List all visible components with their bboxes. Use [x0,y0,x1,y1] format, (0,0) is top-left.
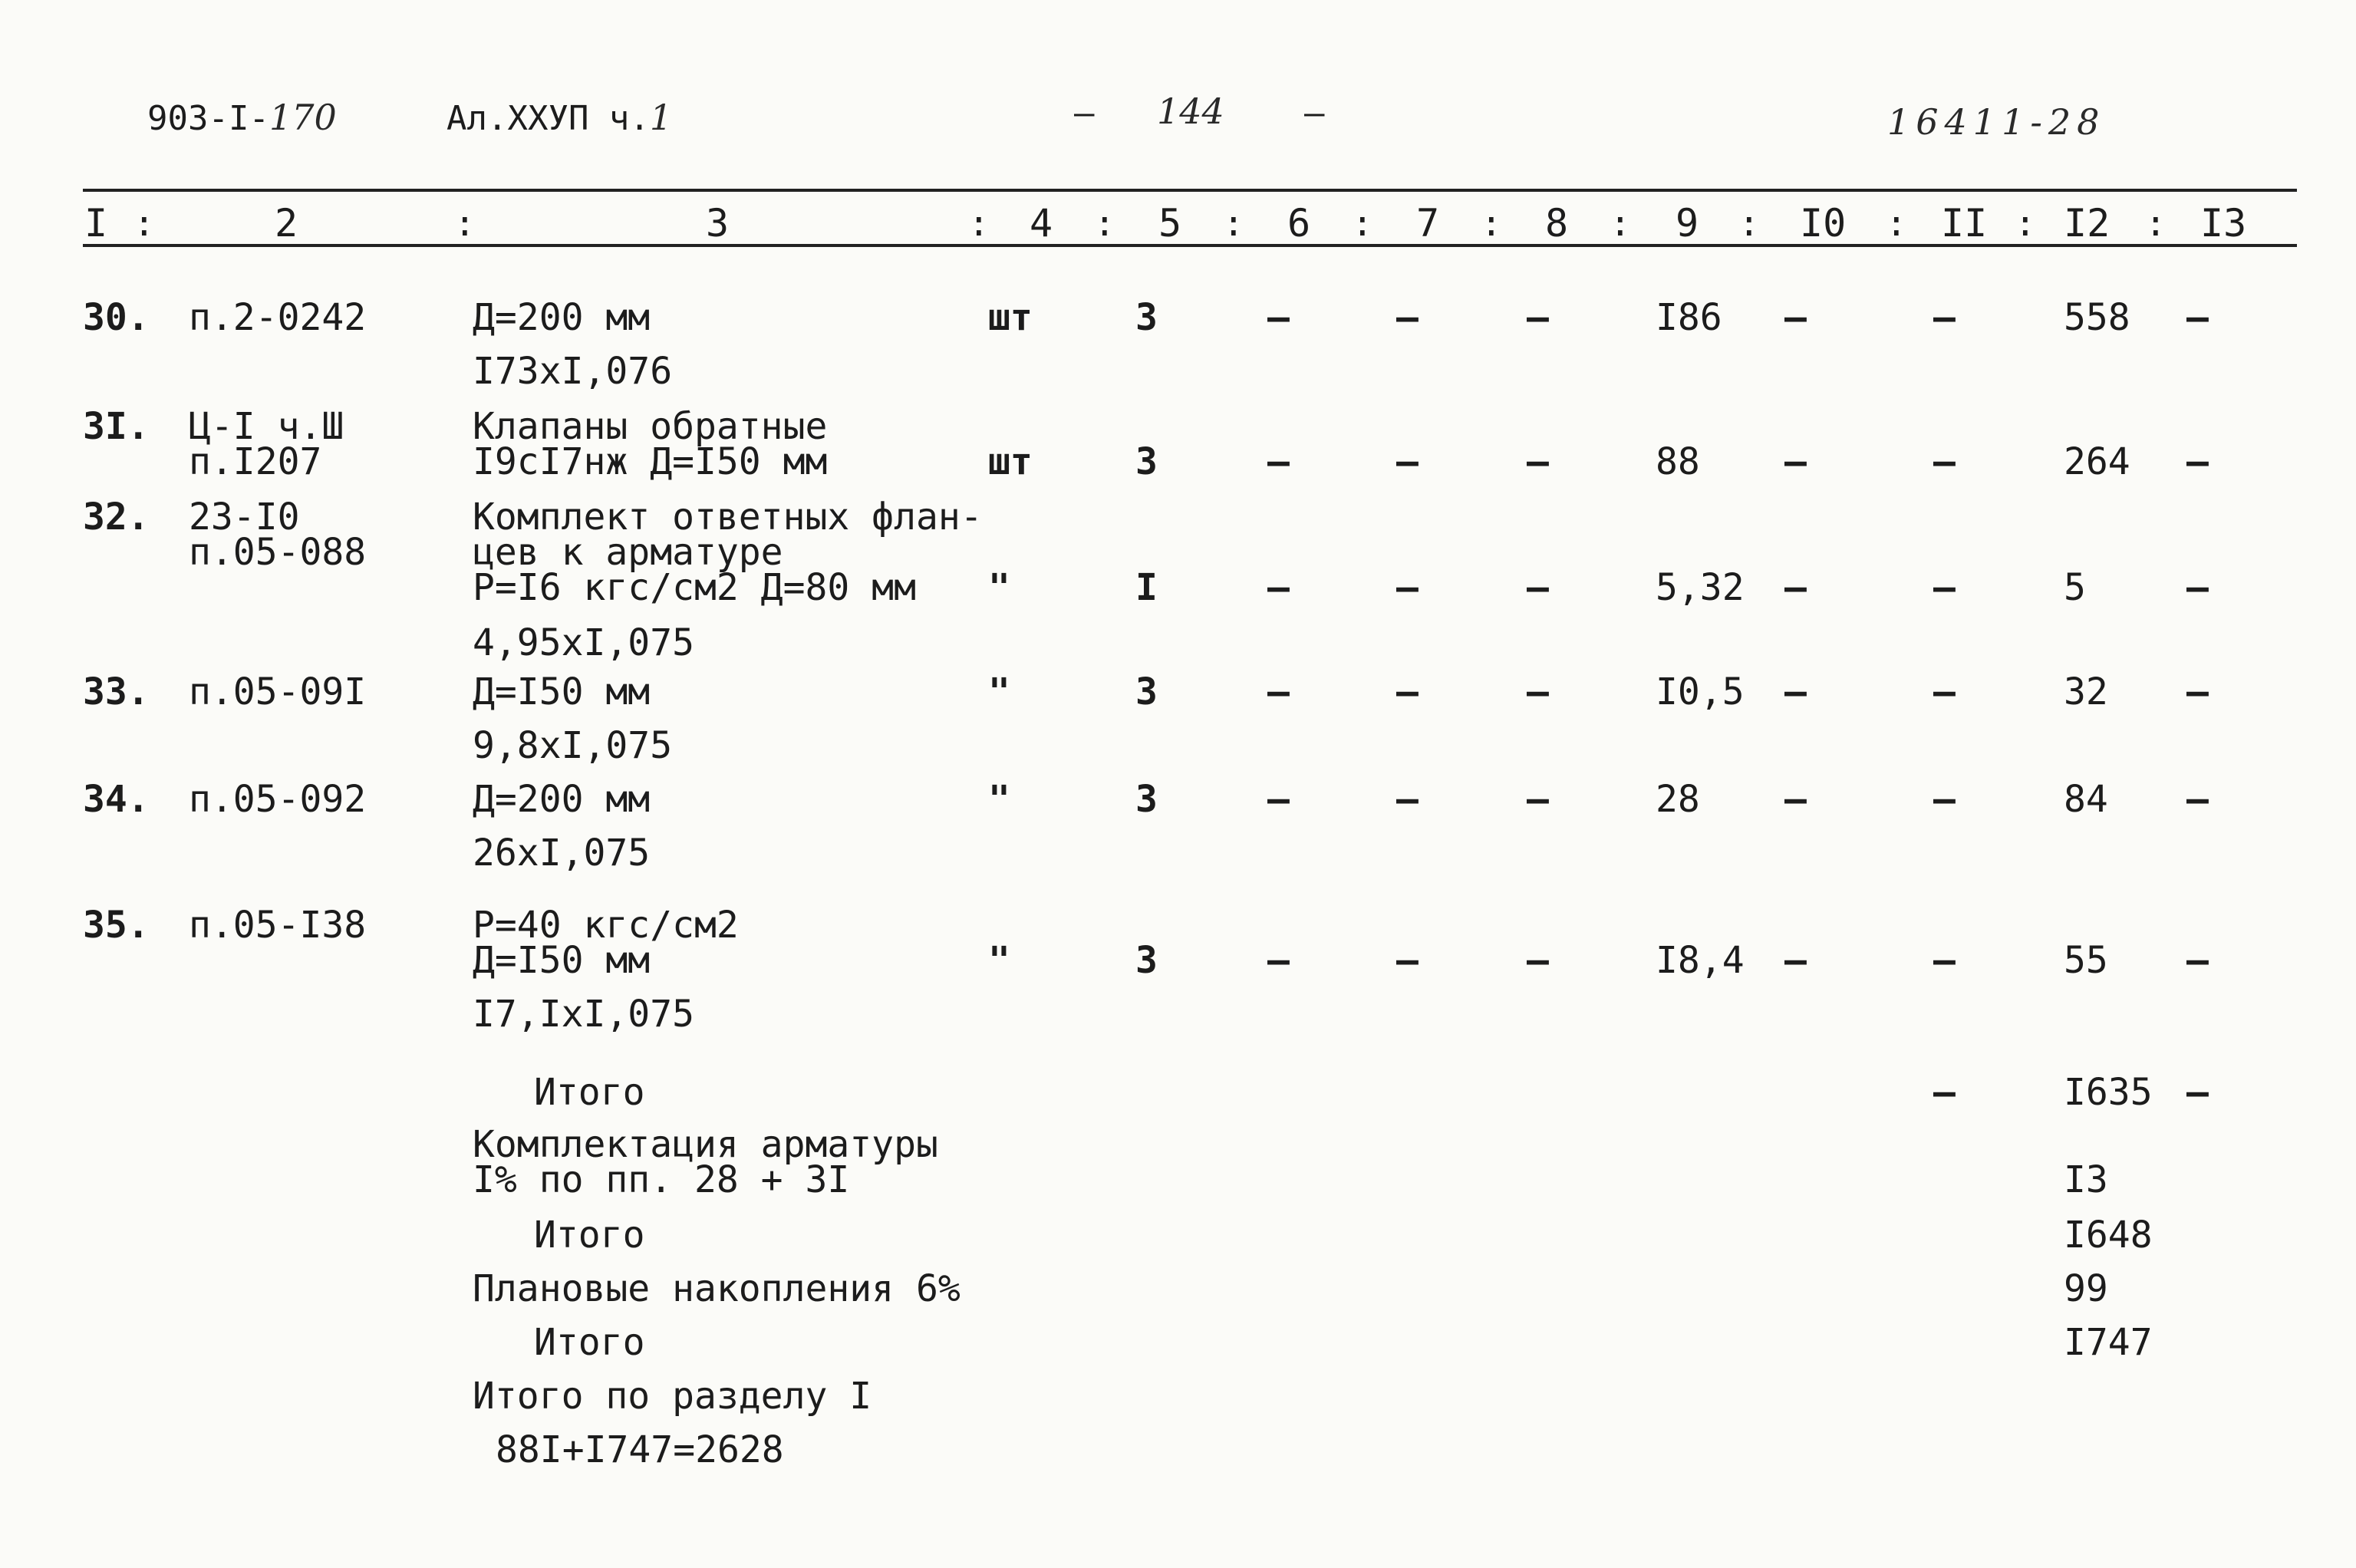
page-number: 144 [1157,91,1224,132]
col7-cell: – [1396,778,1419,821]
total-cost-cell: 5 [2064,566,2086,609]
unit-cell: шт [988,440,1033,483]
col13-cell: – [2186,778,2209,821]
item-description: Комплект ответных флан- [473,496,983,539]
col11-cell: – [1933,670,1956,713]
column-separator: : [1738,203,1760,244]
col11-cell: – [1933,566,1956,609]
section-total-label: Итого по разделу I [473,1375,872,1418]
row-number: 33. [83,670,150,713]
col11-cell: – [1933,939,1956,982]
subtotal2-col12: I648 [2064,1214,2153,1257]
column-label: 2 [275,201,298,245]
col13-cell: – [2186,939,2209,982]
column-separator: : [1223,203,1244,244]
subtotal2-label: Итого [534,1214,645,1257]
subtotal3-label: Итого [534,1321,645,1364]
subtotal-col12: I635 [2064,1071,2153,1114]
col11-cell: – [1933,440,1956,483]
item-description: Д=200 мм [473,778,651,821]
column-label: 8 [1545,201,1569,245]
price-code: п.2-0242 [189,296,367,339]
total-cost-cell: 32 [2064,670,2108,713]
col7-cell: – [1396,296,1419,339]
column-separator: : [968,203,990,244]
column-separator: : [2015,203,2036,244]
unit-cell: шт [988,296,1033,339]
column-separator: : [2145,203,2167,244]
column-separator: : [1481,203,1502,244]
column-label: I2 [2064,201,2111,245]
section-total-formula: 88I+I747=2628 [496,1428,784,1471]
unit-price-cell: 5,32 [1656,566,1745,609]
inventory-number: 16411-28 [1887,101,2106,143]
total-cost-cell: 264 [2064,440,2130,483]
unit-price-cell: I86 [1656,296,1722,339]
row-number: 30. [83,296,150,339]
column-separator: : [1352,203,1373,244]
item-description: 4,95xI,075 [473,621,694,664]
col10-cell: – [1784,296,1807,339]
item-description: цев к арматуре [473,531,783,574]
completion-label-line2: I% по пп. 28 + 3I [473,1158,850,1201]
quantity-cell: 3 [1135,296,1158,339]
col8-cell: – [1527,440,1549,483]
unit-price-cell: I0,5 [1656,670,1745,713]
column-label: I [84,201,108,245]
price-code: 23-I0 [189,496,300,539]
col10-cell: – [1784,440,1807,483]
quantity-cell: 3 [1135,670,1158,713]
column-label: II [1941,201,1988,245]
col7-cell: – [1396,566,1419,609]
item-description: Клапаны обратные [473,405,828,448]
planned-savings-col12: 99 [2064,1267,2108,1310]
col6-cell: – [1267,566,1290,609]
album-reference: Ал.XXУП ч.1 [446,97,673,138]
total-cost-cell: 558 [2064,296,2130,339]
col6-cell: – [1267,670,1290,713]
col11-cell: – [1933,296,1956,339]
price-code: п.05-I38 [189,904,367,947]
page-dash-left: – [1074,94,1095,133]
col10-cell: – [1784,939,1807,982]
column-label: 3 [706,201,730,245]
header-top-rule [83,189,2297,192]
column-label: 6 [1287,201,1311,245]
column-label: I0 [1800,201,1847,245]
column-separator: : [454,203,476,244]
completion-label-line1: Комплектация арматуры [473,1123,938,1166]
col8-cell: – [1527,296,1549,339]
col10-cell: – [1784,566,1807,609]
column-label: 4 [1030,201,1053,245]
col13-cell: – [2186,670,2209,713]
item-description: Д=I50 мм [473,670,651,713]
col10-cell: – [1784,778,1807,821]
unit-cell: " [988,939,1010,982]
col7-cell: – [1396,440,1419,483]
item-description: 9,8xI,075 [473,724,673,767]
column-separator: : [1094,203,1115,244]
column-separator: : [1886,203,1907,244]
item-description: I73xI,076 [473,350,673,393]
quantity-cell: 3 [1135,939,1158,982]
col13-cell: – [2186,566,2209,609]
col8-cell: – [1527,939,1549,982]
column-separator: : [1610,203,1631,244]
page-dash-right: – [1304,94,1325,133]
subtotal-label: Итого [534,1071,645,1114]
row-number: 3I. [83,405,150,448]
col10-cell: – [1784,670,1807,713]
col11-cell: – [1933,778,1956,821]
col8-cell: – [1527,566,1549,609]
completion-col12: I3 [2064,1158,2108,1201]
col13-cell: – [2186,296,2209,339]
planned-savings-label: Плановые накопления 6% [473,1267,961,1310]
column-label: 9 [1676,201,1699,245]
row-number: 35. [83,904,150,947]
quantity-cell: I [1135,566,1158,609]
column-label: I3 [2200,201,2247,245]
price-code: п.I207 [189,440,322,483]
item-description: I7,IxI,075 [473,993,694,1036]
item-description: 26xI,075 [473,832,651,875]
price-code: Ц-I ч.Ш [189,405,344,448]
quantity-cell: 3 [1135,778,1158,821]
unit-price-cell: 88 [1656,440,1700,483]
unit-price-cell: 28 [1656,778,1700,821]
column-label: 5 [1158,201,1182,245]
column-separator: : [133,203,155,244]
col7-cell: – [1396,670,1419,713]
total-cost-cell: 84 [2064,778,2108,821]
item-description: Д=200 мм [473,296,651,339]
row-number: 32. [83,496,150,539]
col13-cell: – [2186,440,2209,483]
quantity-cell: 3 [1135,440,1158,483]
unit-cell: " [988,778,1010,821]
col6-cell: – [1267,296,1290,339]
price-code: п.05-092 [189,778,367,821]
subtotal-col13: – [2186,1071,2209,1114]
col6-cell: – [1267,939,1290,982]
total-cost-cell: 55 [2064,939,2108,982]
column-label: 7 [1416,201,1440,245]
item-description: Р=40 кгс/см2 [473,904,739,947]
price-code: п.05-09I [189,670,367,713]
price-code: п.05-088 [189,531,367,574]
col8-cell: – [1527,670,1549,713]
unit-price-cell: I8,4 [1656,939,1745,982]
col6-cell: – [1267,440,1290,483]
col6-cell: – [1267,778,1290,821]
row-number: 34. [83,778,150,821]
item-description: Р=I6 кгс/см2 Д=80 мм [473,566,916,609]
item-description: I9cI7нж Д=I50 мм [473,440,828,483]
subtotal3-col12: I747 [2064,1321,2153,1364]
col7-cell: – [1396,939,1419,982]
doc-number: 903-I-170 [147,97,337,138]
subtotal-col11: – [1933,1071,1956,1114]
col8-cell: – [1527,778,1549,821]
unit-cell: " [988,566,1010,609]
unit-cell: " [988,670,1010,713]
item-description: Д=I50 мм [473,939,651,982]
